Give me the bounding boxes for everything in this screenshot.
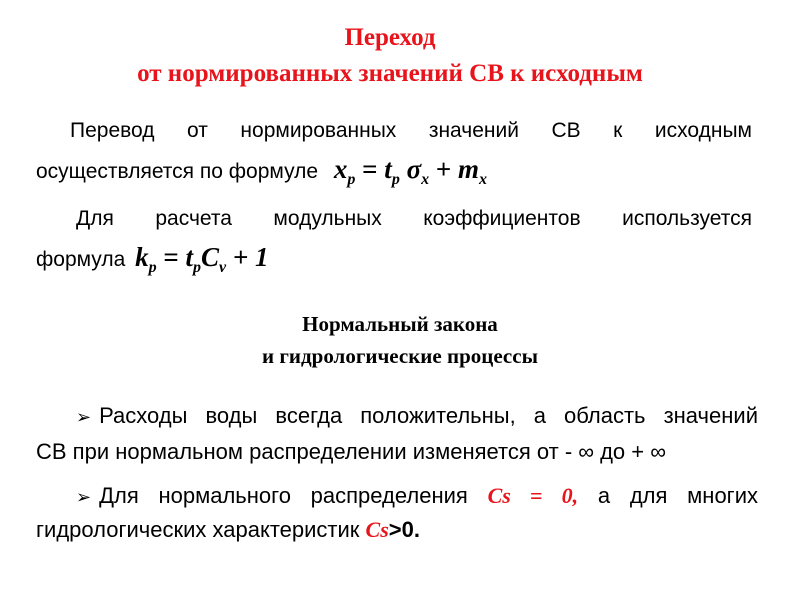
formula-kp-t-sub: p	[193, 259, 202, 276]
cs-highlight: Cs	[365, 517, 389, 542]
bullet-2-text-2-pre: гидрологических характеристик	[36, 517, 360, 542]
formula-kp-plus-one: + 1	[232, 242, 269, 272]
bullet-2-line-2	[36, 512, 758, 548]
paragraph-1-text: Перевод от нормированных значений СВ к исходным	[70, 119, 752, 142]
paragraph-2-line-1	[36, 202, 752, 236]
formula-xp-x-sub: p	[347, 171, 356, 188]
paragraph-1-line-2-text: осуществляется по формуле	[36, 160, 319, 183]
bullet-1-text: Расходы воды всегда положительны, а область значений	[99, 403, 758, 428]
title-line-1: Переход	[344, 24, 436, 51]
formula-xp-m: m	[458, 154, 480, 184]
formula-xp-sigma: σ	[406, 154, 422, 184]
bullet-1-text-2: СВ при нормальном распределении изменяется от - ∞ до + ∞	[36, 439, 666, 464]
bullet-2-line-1	[36, 478, 758, 515]
formula-xp-t: t	[384, 154, 392, 184]
formula-xp	[333, 154, 488, 188]
formula-kp-c-sub: v	[219, 259, 227, 276]
formula-kp-k-sub: p	[148, 259, 157, 276]
formula-kp-t: t	[185, 242, 194, 272]
formula-xp-sigma-sub: x	[421, 171, 430, 188]
bullet-1-line-2	[36, 434, 758, 470]
formula-xp-t-sub: p	[391, 171, 400, 188]
paragraph-1-line-1	[36, 114, 752, 148]
paragraph-2-line-2-text: формула	[36, 248, 126, 271]
subheading-line-2: и гидрологические процессы	[262, 344, 538, 368]
bullet-1-line-1	[36, 398, 758, 435]
cs-greater-zero: >0.	[388, 517, 420, 542]
formula-kp-k: k	[135, 242, 149, 272]
subheading-line-1: Нормальный закона	[302, 312, 498, 336]
formula-kp-eq: =	[163, 242, 179, 272]
cs-zero-highlight: Cs = 0,	[487, 483, 579, 508]
bullet-2-text-pre: Для нормального распределения	[99, 483, 468, 508]
formula-kp-c: C	[201, 242, 220, 272]
title-line-2: от нормированных значений СВ к исходным	[137, 60, 643, 87]
formula-xp-x: x	[333, 154, 348, 184]
arrow-bullet-icon: ➢	[76, 487, 92, 507]
paragraph-2-line-2	[36, 240, 752, 277]
formula-xp-plus: +	[435, 154, 452, 184]
formula-xp-m-sub: x	[479, 171, 488, 188]
formula-kp	[135, 242, 269, 276]
bullet-2-text-post: а для многих	[597, 483, 758, 508]
arrow-bullet-icon: ➢	[76, 407, 92, 427]
paragraph-1-line-2	[36, 152, 752, 189]
paragraph-2-text: Для расчета модульных коэффициентов используется	[76, 207, 752, 230]
formula-xp-eq: =	[362, 154, 378, 184]
